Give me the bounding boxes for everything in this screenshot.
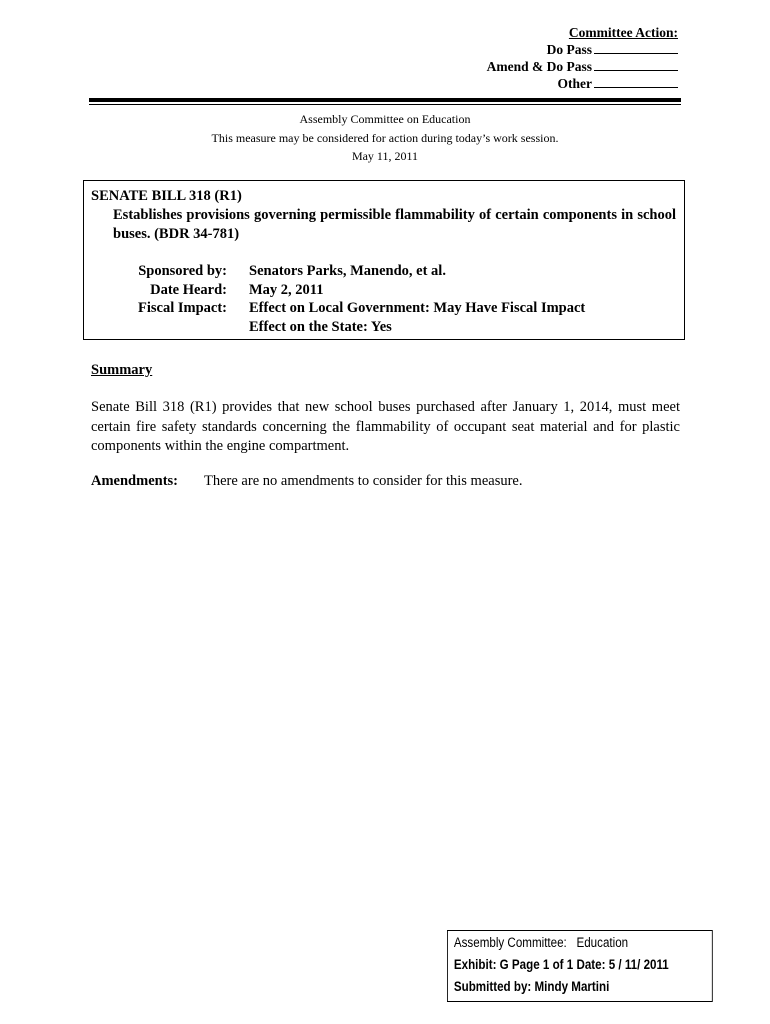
amendments-label: Amendments: (91, 473, 178, 489)
summary-text: Senate Bill 318 (R1) provides that new school buses purchased after January 1, 2014, must meet certain fire safety standards concerning the flammability of occupant seat material and for plastic components within the engine compartment. (91, 399, 680, 454)
other-line (487, 75, 678, 92)
do-pass-blank (594, 41, 678, 54)
summary-heading: Summary (91, 362, 153, 378)
fiscal-impact-row (92, 299, 676, 318)
fiscal-impact-label: Fiscal Impact: (138, 300, 227, 316)
other-blank (594, 75, 678, 88)
fiscal-local-value: Effect on Local Government: May Have Fiscal Impact (249, 300, 586, 316)
meeting-date: May 11, 2011 (351, 149, 419, 163)
work-session-note: This measure may be considered for action during today’s work session. (211, 130, 559, 145)
date-heard-label: Date Heard: (150, 281, 227, 298)
exhibit-committee-label: Assembly Committee: (453, 935, 567, 950)
do-pass-label: Do Pass (546, 42, 592, 57)
exhibit-committee-value: Education (576, 935, 629, 950)
exhibit-info-line: Exhibit: G Page 1 of 1 Date: 5 / 11/ 2011 (453, 957, 669, 972)
sponsored-row (92, 262, 676, 281)
date-heard-value: May 2, 2011 (249, 281, 324, 298)
bill-title: SENATE BILL 318 (R1) (91, 188, 242, 204)
amend-do-pass-line (487, 58, 678, 75)
committee-name: Assembly Committee on Education (299, 112, 471, 126)
fiscal-state-row (92, 318, 676, 337)
fiscal-state-spacer (92, 318, 227, 337)
exhibit-committee-line (454, 935, 628, 950)
exhibit-submitted-line: Submitted by: Mindy Martini (453, 979, 610, 994)
bill-info-box (83, 180, 685, 340)
divider-thin (89, 104, 681, 105)
header-center-block (89, 110, 681, 166)
bill-meta (92, 262, 676, 336)
do-pass-line (487, 41, 678, 58)
header-divider (89, 98, 681, 105)
bill-description: Establishes provisions governing permissible flammability of certain components in school buses. (BDR 34-781) (113, 207, 676, 242)
divider-thick (89, 98, 681, 102)
committee-action-block (487, 24, 678, 92)
sponsored-by-value: Senators Parks, Manendo, et al. (249, 263, 446, 279)
amendments-row (91, 473, 522, 490)
other-label: Other (557, 76, 592, 91)
fiscal-state-value: Effect on the State: Yes (249, 318, 392, 335)
date-heard-row (92, 281, 676, 300)
exhibit-stamp (447, 930, 713, 1002)
sponsored-by-label: Sponsored by: (138, 263, 227, 279)
amend-do-pass-label: Amend & Do Pass (486, 59, 592, 74)
amend-do-pass-blank (594, 58, 678, 71)
amendments-text: There are no amendments to consider for this measure. (204, 473, 523, 489)
committee-action-heading: Committee Action: (568, 25, 678, 40)
